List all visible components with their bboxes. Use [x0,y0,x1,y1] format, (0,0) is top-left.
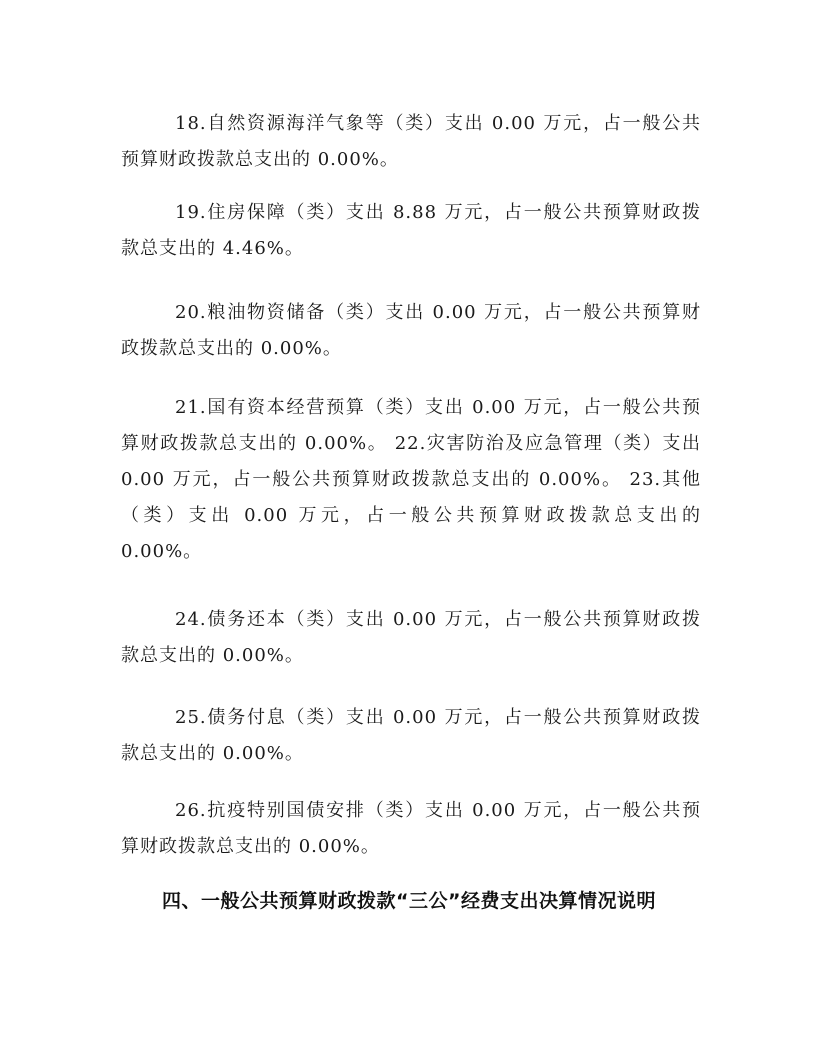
section-heading: 四、一般公共预算财政拨款“三公”经费支出决算情况说明 [162,890,656,912]
paragraph-item-19: 19.住房保障（类）支出 8.88 万元，占一般公共预算财政拨款总支出的 4.46%。 [121,202,701,259]
paragraph-item-24: 24.债务还本（类）支出 0.00 万元，占一般公共预算财政拨款总支出的 0.00%。 [121,609,701,666]
paragraph-item-18: 18.自然资源海洋气象等（类）支出 0.00 万元，占一般公共预算财政拨款总支出的 0.00%。 [121,113,701,170]
paragraph-item-25: 25.债务付息（类）支出 0.00 万元，占一般公共预算财政拨款总支出的 0.00%。 [121,707,701,764]
paragraph-items-21-23: 21.国有资本经营预算（类）支出 0.00 万元，占一般公共预算财政拨款总支出的 0.00%。 22.灾害防治及应急管理（类）支出 0.00 万元，占一般公共预算财政拨款总支出的 0.00%。 23.其他（类）支出 0.00 万元，占一般公共预算财政拨款总支出的 0.00%。 [121,397,701,562]
paragraph-item-26: 26.抗疫特别国债安排（类）支出 0.00 万元，占一般公共预算财政拨款总支出的 0.00%。 [121,800,701,857]
paragraph-item-20: 20.粮油物资储备（类）支出 0.00 万元，占一般公共预算财政拨款总支出的 0.00%。 [121,302,701,359]
